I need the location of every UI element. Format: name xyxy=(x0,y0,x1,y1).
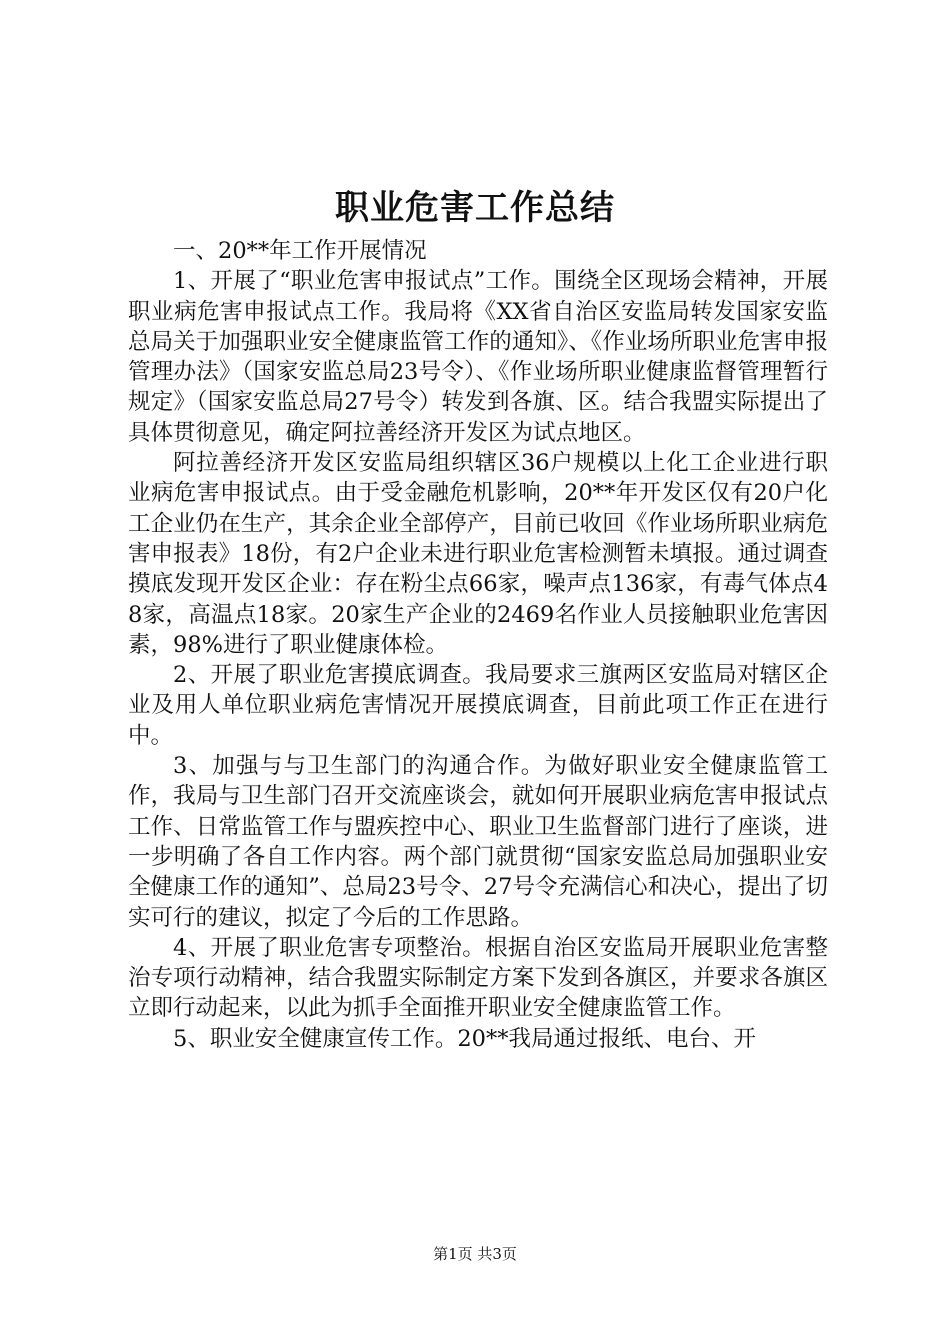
document-body xyxy=(128,236,828,1054)
paragraph: 1、开展了“职业危害申报试点”工作。围绕全区现场会精神，开展职业病危害申报试点工作。我局将《XX省自治区安监局转发国家安监总局关于加强职业安全健康监管工作的通知》、《作业场所职业危害申报管理办法》（国家安监总局23号令）、《作业场所职业健康监督管理暂行规定》（国家安监总局27号令）转发到各旗、区。结合我盟实际提出了具体贯彻意见，确定阿拉善经济开发区为试点地区。 xyxy=(128,268,828,446)
paragraph: 4、开展了职业危害专项整治。根据自治区安监局开展职业危害整治专项行动精神，结合我盟实际制定方案下发到各旗区，并要求各旗区立即行动起来，以此为抓手全面推开职业安全健康监管工作。 xyxy=(128,934,828,1022)
document-title: 职业危害工作总结 xyxy=(335,188,615,228)
page-footer: 第1页 共3页 xyxy=(433,1245,517,1263)
section-heading: 一、20**年工作开展情况 xyxy=(173,238,427,264)
paragraph: 5、职业安全健康宣传工作。20**我局通过报纸、电台、开 xyxy=(173,1025,756,1052)
paragraph: 阿拉善经济开发区安监局组织辖区36户规模以上化工企业进行职业病危害申报试点。由于受金融危机影响，20**年开发区仅有20户化工企业仍在生产，其余企业全部停产，目前已收回《作业场所职业病危害申报表》18份，有2户企业未进行职业危害检测暂未填报。通过调查摸底发现开发区企业：存在粉尘点66家，噪声点136家，有毒气体点48家，高温点18家。20家生产企业的2469名作业人员接触职业危害因素，98%进行了职业健康体检。 xyxy=(128,450,828,658)
paragraph: 2、开展了职业危害摸底调查。我局要求三旗两区安监局对辖区企业及用人单位职业病危害情况开展摸底调查，目前此项工作正在进行中。 xyxy=(128,662,828,749)
paragraph: 3、加强与与卫生部门的沟通合作。为做好职业安全健康监管工作，我局与卫生部门召开交流座谈会，就如何开展职业病危害申报试点工作、日常监管工作与盟疾控中心、职业卫生监督部门进行了座谈，进一步明确了各自工作内容。两个部门就贯彻“国家安监总局加强职业安全健康工作的通知”、总局23号令、27号令充满信心和决心，提出了切实可行的建议，拟定了今后的工作思路。 xyxy=(128,753,828,931)
